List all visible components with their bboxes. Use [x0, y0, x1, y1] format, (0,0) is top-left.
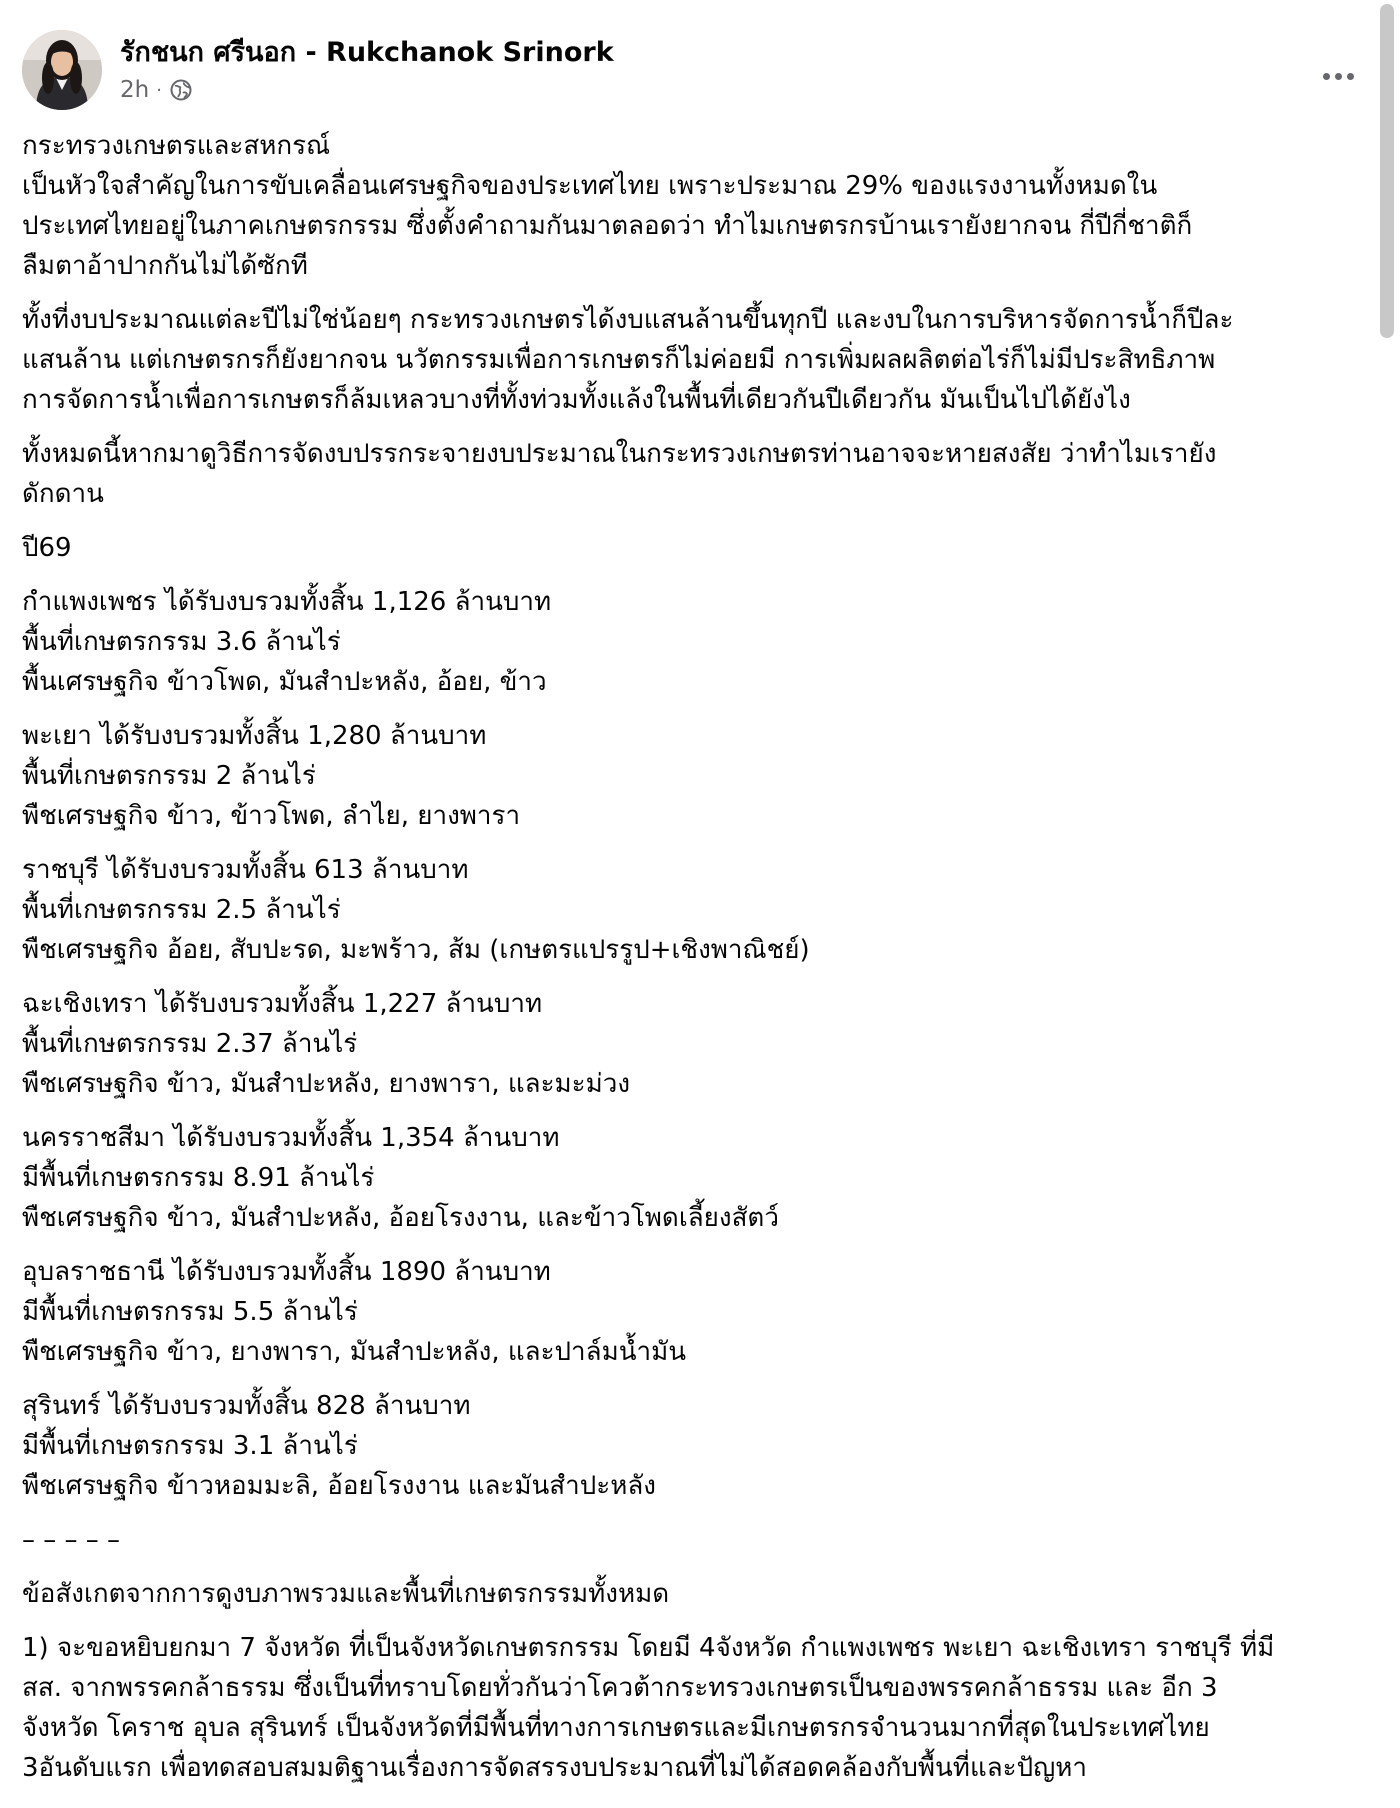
- post-text-line: พื้นที่เกษตรกรรม 2.5 ล้านไร่: [22, 895, 341, 925]
- post-text-line: พืชเศรษฐกิจ ข้าว, มันสำปะหลัง, อ้อยโรงงาน, และข้าวโพดเลี้ยงสัตว์: [22, 1203, 779, 1233]
- post-text-line: สส. จากพรรคกล้าธรรม ซึ่งเป็นที่ทราบโดยทั่วกันว่าโควต้ากระทรวงเกษตรเป็นของพรรคกล้าธรรม และ อีก 3: [22, 1673, 1218, 1703]
- post-text-line: ประเทศไทยอยู่ในภาคเกษตรกรรม ซึ่งตั้งคำถามกันมาตลอดว่า ทำไมเกษตรกรบ้านเรายังยากจน กี่ปีกี่ชาติก็: [22, 211, 1193, 241]
- more-options-icon: [1323, 73, 1330, 80]
- post-text-line: ดักดาน: [22, 479, 104, 509]
- post-paragraph: [22, 126, 1362, 286]
- post-text-line: พื้นที่เกษตรกรรม 2 ล้านไร่: [22, 761, 316, 791]
- post-paragraph: [22, 582, 1362, 702]
- post-text-line: มีพื้นที่เกษตรกรรม 3.1 ล้านไร่: [22, 1431, 358, 1461]
- more-options-icon: [1347, 73, 1354, 80]
- post-text-line: พื้นที่เกษตรกรรม 3.6 ล้านไร่: [22, 627, 341, 657]
- post-text-line: พื้นเศรษฐกิจ ข้าวโพด, มันสำปะหลัง, อ้อย, ข้าว: [22, 667, 547, 697]
- avatar-photo: [22, 30, 102, 110]
- post-time[interactable]: 2h: [120, 77, 150, 103]
- globe-icon[interactable]: [169, 78, 193, 102]
- post-paragraph: [22, 434, 1362, 514]
- post-paragraph: [22, 1574, 1362, 1614]
- post-text-line: 1) จะขอหยิบยกมา 7 จังหวัด ที่เป็นจังหวัดเกษตรกรรม โดยมี 4จังหวัด กำแพงเพชร พะเยา ฉะเชิงเทรา ราชบุรี ที่มี: [22, 1633, 1275, 1663]
- post-text-line: แสนล้าน แต่เกษตรกรก็ยังยากจน นวัตกรรมเพื่อการเกษตรก็ไม่ค่อยมี การเพิ่มผลผลิตต่อไร่ก็ไม่มีประสิทธิภาพ: [22, 345, 1216, 375]
- post-text-line: พะเยา ได้รับงบรวมทั้งสิ้น 1,280 ล้านบาท: [22, 721, 487, 751]
- post-text-line: ทั้งหมดนี้หากมาดูวิธีการจัดงบปรรกระจายงบประมาณในกระทรวงเกษตรท่านอาจจะหายสงสัย ว่าทำไมเรายัง: [22, 439, 1217, 469]
- post-paragraph: [22, 1386, 1362, 1506]
- post-paragraph: [22, 300, 1362, 420]
- meta-separator: ·: [156, 79, 162, 101]
- post-paragraph: [22, 850, 1362, 970]
- post-text-line: – – – – –: [22, 1525, 121, 1555]
- author-name[interactable]: รักชนก ศรีนอก - Rukchanok Srinork: [120, 37, 614, 68]
- post-text-line: เป็นหัวใจสำคัญในการขับเคลื่อนเศรษฐกิจของประเทศไทย เพราะประมาณ 29% ของแรงงานทั้งหมดใน: [22, 171, 1158, 201]
- post-header: [22, 22, 1362, 112]
- post-paragraph: [22, 528, 1362, 568]
- scrollbar-thumb[interactable]: [1380, 4, 1394, 338]
- more-options-icon: [1335, 73, 1342, 80]
- post-text-line: ทั้งที่งบประมาณแต่ละปีไม่ใช่น้อยๆ กระทรวงเกษตรได้งบแสนล้านขึ้นทุกปี และงบในการบริหารจัดการน้ำก็ปีละ: [22, 305, 1234, 335]
- more-options-button[interactable]: [1314, 58, 1362, 94]
- post-text-line: พืชเศรษฐกิจ ข้าว, ข้าวโพด, ลำไย, ยางพารา: [22, 801, 521, 831]
- post-text-line: พืชเศรษฐกิจ อ้อย, สับปะรด, มะพร้าว, ส้ม (เกษตรแปรรูป+เชิงพาณิชย์): [22, 935, 810, 965]
- post-text-line: ข้อสังเกตจากการดูงบภาพรวมและพื้นที่เกษตรกรรมทั้งหมด: [22, 1579, 670, 1609]
- post-text-line: อุบลราชธานี ได้รับงบรวมทั้งสิ้น 1890 ล้านบาท: [22, 1257, 551, 1287]
- post-text-line: ปี69: [22, 533, 72, 563]
- post-text-line: มีพื้นที่เกษตรกรรม 5.5 ล้านไร่: [22, 1297, 358, 1327]
- post-text-line: พืชเศรษฐกิจ ข้าว, มันสำปะหลัง, ยางพารา, และมะม่วง: [22, 1069, 631, 1099]
- post-body: [22, 126, 1362, 1802]
- post-text-line: ลืมตาอ้าปากกันไม่ได้ซักที: [22, 251, 308, 281]
- post-paragraph: [22, 1118, 1362, 1238]
- scrollbar[interactable]: [1375, 0, 1400, 1808]
- post-text-line: ฉะเชิงเทรา ได้รับงบรวมทั้งสิ้น 1,227 ล้านบาท: [22, 989, 543, 1019]
- post-text-line: สุรินทร์ ได้รับงบรวมทั้งสิ้น 828 ล้านบาท: [22, 1391, 471, 1421]
- post-text-line: มีพื้นที่เกษตรกรรม 8.91 ล้านไร่: [22, 1163, 375, 1193]
- post-text-line: กระทรวงเกษตรและสหกรณ์: [22, 131, 331, 161]
- avatar[interactable]: [22, 30, 102, 110]
- post-text-line: พืชเศรษฐกิจ ข้าวหอมมะลิ, อ้อยโรงงาน และมันสำปะหลัง: [22, 1471, 656, 1501]
- post-paragraph: [22, 1252, 1362, 1372]
- post-text-line: นครราชสีมา ได้รับงบรวมทั้งสิ้น 1,354 ล้านบาท: [22, 1123, 560, 1153]
- post-text-line: จังหวัด โคราช อุบล สุรินทร์ เป็นจังหวัดที่มีพื้นที่ทางการเกษตรและมีเกษตรกรจำนวนมากที่สุดในประเทศไทย: [22, 1713, 1210, 1743]
- post-text-line: 3อันดับแรก เพื่อทดสอบสมมติฐานเรื่องการจัดสรรงบประมาณที่ไม่ได้สอดคล้องกับพื้นที่และปัญหา: [22, 1753, 1087, 1783]
- post-text-line: พื้นที่เกษตรกรรม 2.37 ล้านไร่: [22, 1029, 358, 1059]
- post-paragraph: [22, 1520, 1362, 1560]
- post-meta: [120, 74, 193, 106]
- post-paragraph: [22, 1628, 1362, 1788]
- post-text-line: การจัดการน้ำเพื่อการเกษตรก็ล้มเหลวบางที่ทั้งท่วมทั้งแล้งในพื้นที่เดียวกันปีเดียวกัน มันเป็นไปได้ยังไง: [22, 385, 1131, 415]
- post-paragraph: [22, 984, 1362, 1104]
- post-text-line: พืชเศรษฐกิจ ข้าว, ยางพารา, มันสำปะหลัง, และปาล์มน้ำมัน: [22, 1337, 686, 1367]
- post-text-line: กำแพงเพชร ได้รับงบรวมทั้งสิ้น 1,126 ล้านบาท: [22, 587, 552, 617]
- post-text-line: ราชบุรี ได้รับงบรวมทั้งสิ้น 613 ล้านบาท: [22, 855, 469, 885]
- post-paragraph: [22, 716, 1362, 836]
